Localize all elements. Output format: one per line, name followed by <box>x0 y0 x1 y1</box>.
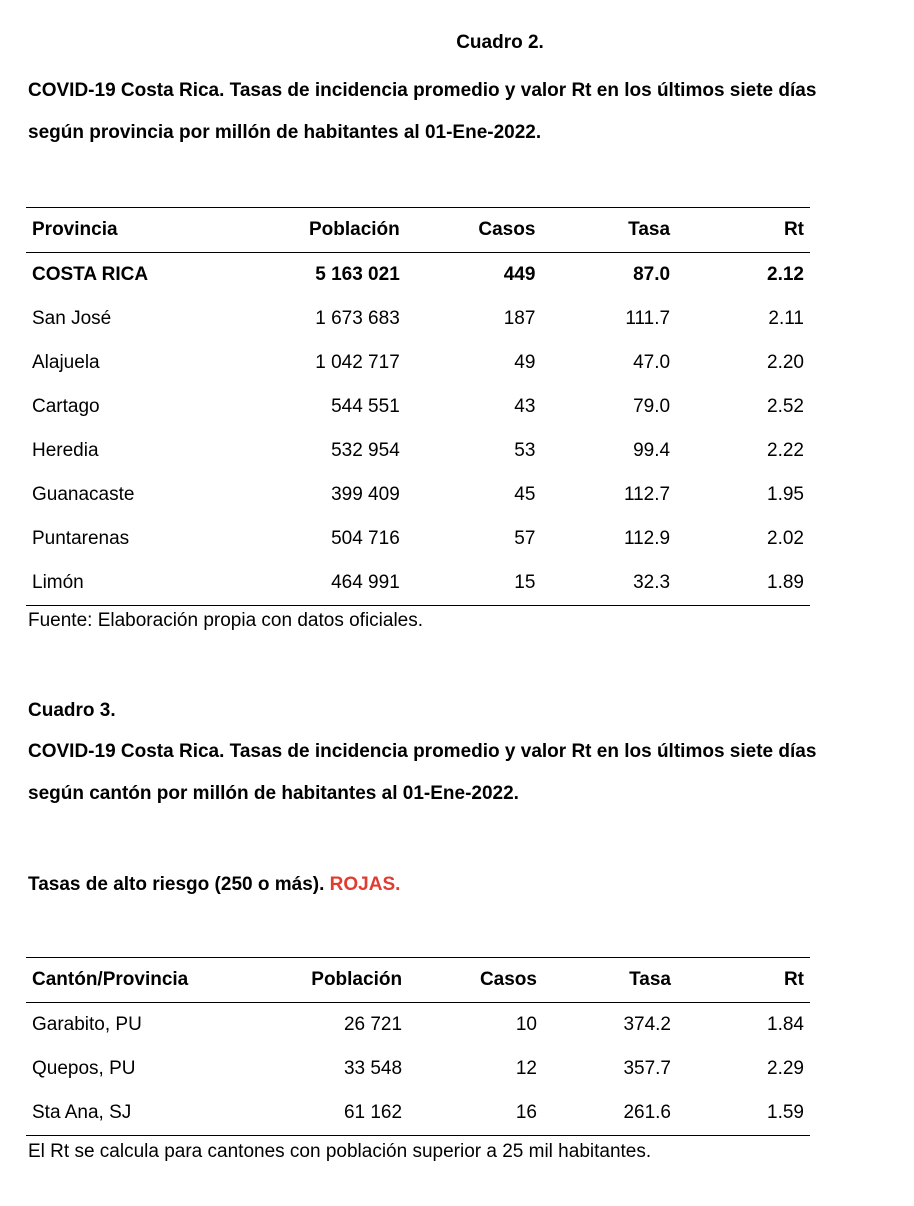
risk-heading <box>28 874 400 896</box>
cell-rt: 1.59 <box>677 1091 810 1136</box>
table-header-row <box>26 958 810 1003</box>
table-row <box>26 561 810 606</box>
header-rt: Rt <box>676 208 810 253</box>
cell-tasa: 99.4 <box>633 440 671 461</box>
cuadro-2-source: Fuente: Elaboración propia con datos oficiales. <box>28 610 424 631</box>
cuadro-2-table <box>26 207 810 606</box>
cuadro-3-title-line2: según cantón por millón de habitantes al 01-Ene-2022. <box>28 783 519 804</box>
header-casos: Casos <box>408 958 543 1003</box>
cuadro-3-title <box>28 731 888 815</box>
cell-tasa: 111.7 <box>625 308 671 329</box>
cell-tasa: 112.9 <box>623 528 671 549</box>
cell-poblacion: 399 409 <box>331 484 400 505</box>
cell-name: Cartago <box>32 396 100 417</box>
table-row <box>26 1047 810 1091</box>
header-poblacion: Población <box>222 208 406 253</box>
cell-poblacion: 1 673 683 <box>315 308 400 329</box>
cell-tasa: 374.2 <box>623 1014 671 1035</box>
cell-rt: 1.95 <box>767 484 804 505</box>
cell-poblacion: 532 954 <box>331 440 400 461</box>
table-header-row <box>26 208 810 253</box>
cell-rt: 1.84 <box>767 1014 804 1035</box>
cuadro-3-title-line1: COVID-19 Costa Rica. Tasas de incidencia promedio y valor Rt en los últimos siete días <box>28 741 817 762</box>
table-row-total <box>26 253 810 298</box>
cell-rt: 2.12 <box>767 264 804 285</box>
cell-rt: 2.29 <box>767 1058 804 1079</box>
cell-name: Sta Ana, SJ <box>26 1091 225 1136</box>
header-poblacion: Población <box>225 958 408 1003</box>
cuadro-3-note: El Rt se calcula para cantones con población superior a 25 mil habitantes. <box>28 1141 652 1162</box>
cell-poblacion: 1 042 717 <box>315 352 400 373</box>
cell-poblacion: 61 162 <box>225 1091 408 1136</box>
cell-poblacion: 464 991 <box>222 561 406 606</box>
cell-poblacion: 33 548 <box>343 1058 403 1079</box>
cell-rt: 1.89 <box>676 561 810 606</box>
cell-name: San José <box>32 308 112 329</box>
cell-name: Heredia <box>32 440 99 461</box>
cell-name: Garabito, PU <box>32 1014 142 1035</box>
cell-tasa: 112.7 <box>623 484 671 505</box>
cuadro-3-label: Cuadro 3. <box>28 700 116 721</box>
cell-name: COSTA RICA <box>32 264 149 285</box>
cell-casos: 45 <box>514 484 536 505</box>
cell-rt: 2.02 <box>767 528 804 549</box>
cell-casos: 10 <box>515 1014 537 1035</box>
cell-rt: 2.22 <box>767 440 804 461</box>
cell-casos: 449 <box>503 264 536 285</box>
table-row <box>26 1091 810 1136</box>
cell-casos: 15 <box>406 561 542 606</box>
risk-text: Tasas de alto riesgo (250 o más). <box>28 874 325 895</box>
table-row <box>26 429 810 473</box>
cuadro-2-title-line1: COVID-19 Costa Rica. Tasas de incidencia promedio y valor Rt en los últimos siete días <box>28 80 817 101</box>
cell-poblacion: 544 551 <box>331 396 400 417</box>
cell-name: Alajuela <box>32 352 100 373</box>
header-canton-provincia: Cantón/Provincia <box>26 958 225 1003</box>
cuadro-2-title-line2: según provincia por millón de habitantes al 01-Ene-2022. <box>28 122 542 143</box>
cell-tasa: 357.7 <box>623 1058 671 1079</box>
header-tasa: Tasa <box>543 958 677 1003</box>
table-row <box>26 297 810 341</box>
cell-casos: 43 <box>514 396 536 417</box>
cell-rt: 2.52 <box>767 396 804 417</box>
cell-tasa: 79.0 <box>633 396 671 417</box>
cell-tasa: 32.3 <box>541 561 676 606</box>
cuadro-2-label: Cuadro 2. <box>456 32 544 53</box>
cuadro-3-table <box>26 957 810 1136</box>
table-row <box>26 341 810 385</box>
header-provincia: Provincia <box>26 208 222 253</box>
cell-casos: 49 <box>514 352 536 373</box>
table-row <box>26 1003 810 1048</box>
cell-casos: 57 <box>514 528 536 549</box>
cell-name: Quepos, PU <box>32 1058 136 1079</box>
cell-poblacion: 5 163 021 <box>315 264 400 285</box>
table-row <box>26 385 810 429</box>
cell-casos: 187 <box>503 308 536 329</box>
cell-poblacion: 26 721 <box>343 1014 403 1035</box>
cell-rt: 2.20 <box>767 352 804 373</box>
header-casos: Casos <box>406 208 542 253</box>
cell-rt: 2.11 <box>768 308 804 329</box>
cell-tasa: 87.0 <box>633 264 671 285</box>
cell-tasa: 47.0 <box>633 352 671 373</box>
table-row <box>26 473 810 517</box>
cuadro-2-title <box>28 70 888 154</box>
cell-name: Limón <box>26 561 222 606</box>
risk-label-rojas: ROJAS. <box>329 874 401 895</box>
cell-poblacion: 504 716 <box>331 528 400 549</box>
cell-tasa: 261.6 <box>543 1091 677 1136</box>
cell-casos: 12 <box>515 1058 537 1079</box>
cell-name: Puntarenas <box>32 528 130 549</box>
header-tasa: Tasa <box>541 208 676 253</box>
cell-casos: 53 <box>514 440 536 461</box>
table-row <box>26 517 810 561</box>
cell-casos: 16 <box>408 1091 543 1136</box>
header-rt: Rt <box>677 958 810 1003</box>
cell-name: Guanacaste <box>32 484 135 505</box>
